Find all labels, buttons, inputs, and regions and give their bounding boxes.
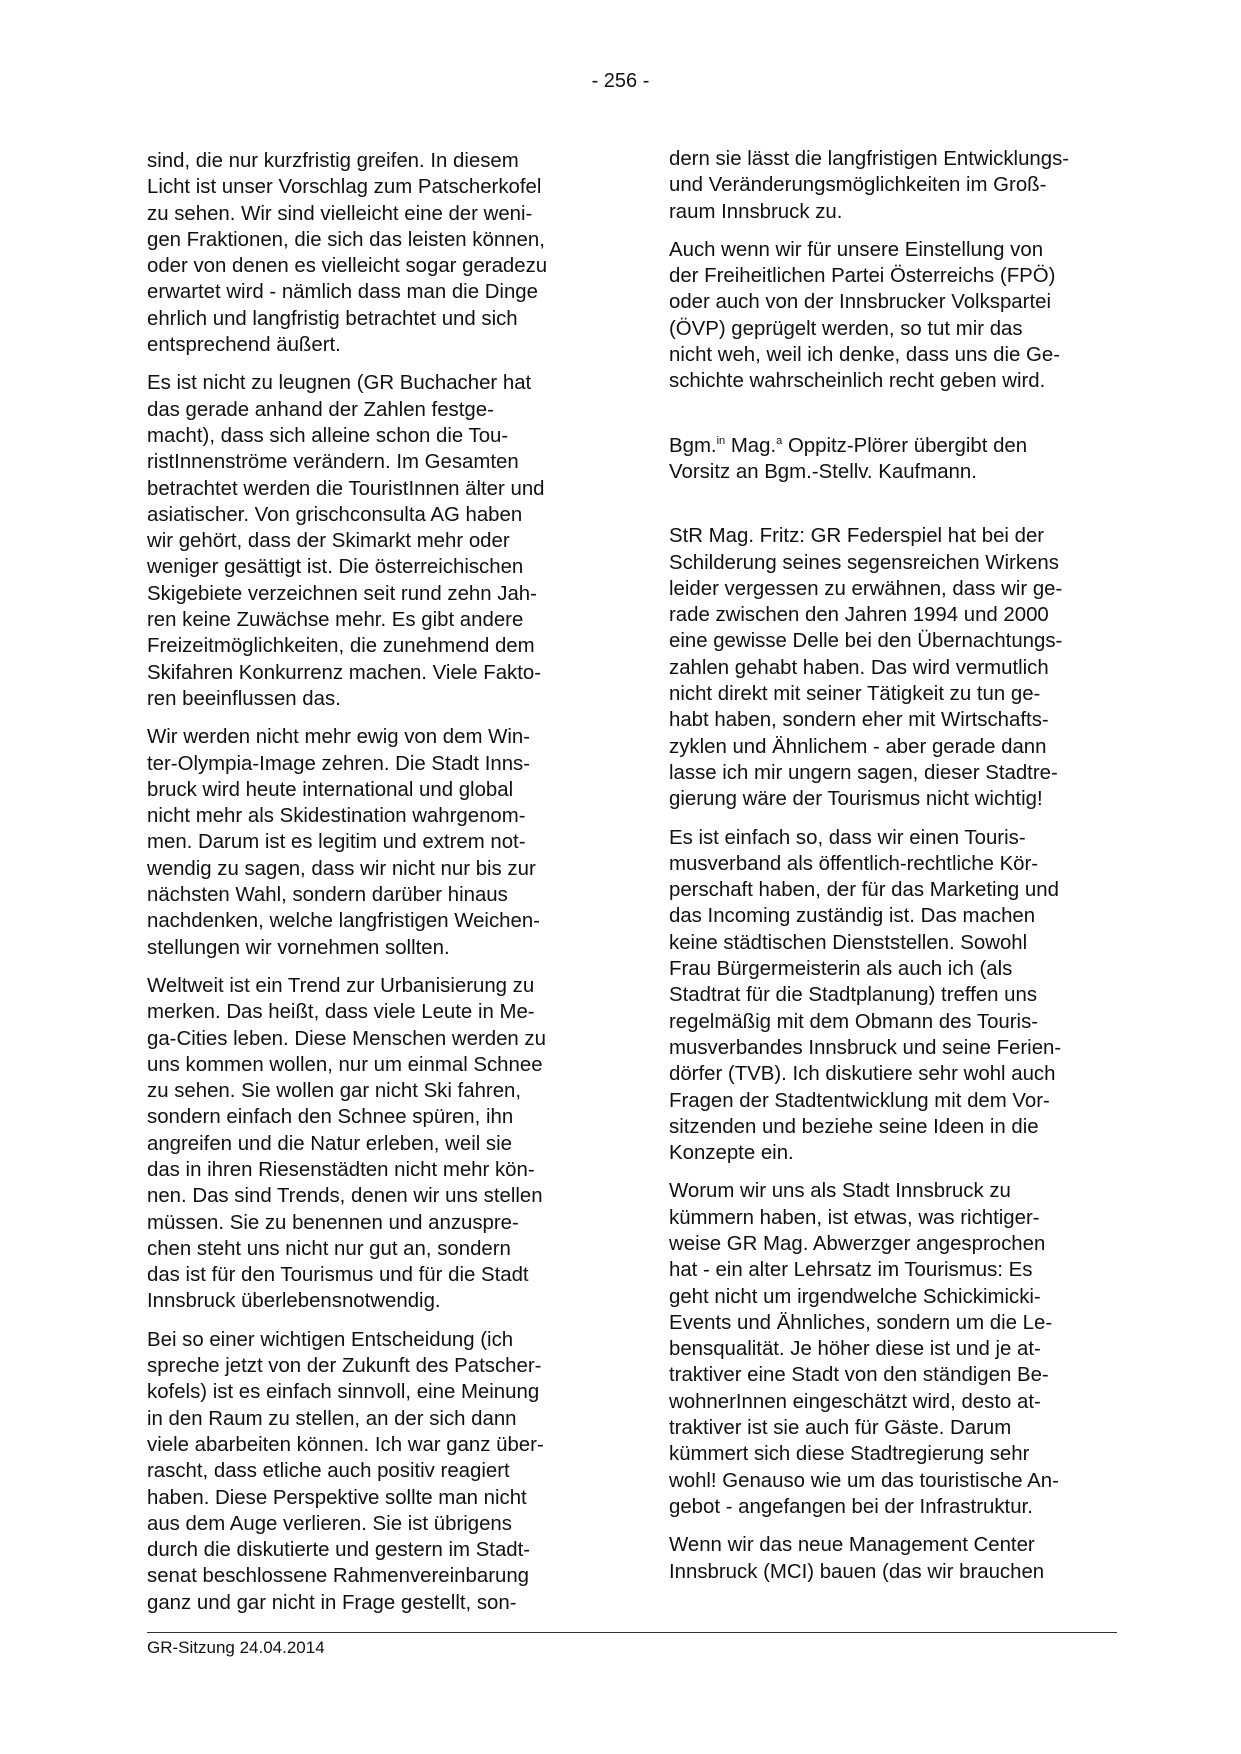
paragraph: Es ist einfach so, dass wir einen Touris- musverband als öffentlich-rechtliche Kör- perschaft haben, der für das Marketing und das Incoming zuständig ist. Das machen keine städtischen Dienststellen. Sowohl Frau Bürgermeisterin als auch ich (als Stadtrat für die Stadtplanung) treffen uns regelmäßig mit dem Obmann des Touris- musverbandes Innsbruck und seine Ferien- dörfer (TVB). Ich diskutiere sehr wohl auch Fragen der Stadtentwicklung mit dem Vor- sitzenden und beziehe seine Ideen in die Konzepte ein. <box>669 826 1062 1165</box>
footer-divider <box>147 1632 1117 1633</box>
paragraph: Auch wenn wir für unsere Einstellung von der Freiheitlichen Partei Österreichs (FPÖ) oder auch von der Innsbrucker Volkspartei (ÖVP) geprügelt werden, so tut mir das nicht weh, weil ich denke, dass uns die Ge- schichte wahrscheinlich recht geben wird. <box>669 238 1061 393</box>
superscript: a <box>776 434 783 447</box>
superscript: in <box>716 434 726 447</box>
paragraph: Wir werden nicht mehr ewig von dem Win- ter-Olympia-Image zehren. Die Stadt Inns- bruck wird heute international und global nicht mehr als Skidestination wahrgenom- men. Darum ist es legitim und extrem not- wendig zu sagen, dass wir nicht nur bis zur nächsten Wahl, sondern darüber hinaus nachdenken, welche langfristigen Weichen- stellungen wir vornehmen sollten. <box>147 726 540 959</box>
chair-change-part: Mag. <box>725 434 777 457</box>
paragraph: sind, die nur kurzfristig greifen. In diesem Licht ist unser Vorschlag zum Patscherkofel zu sehen. Wir sind vielleicht eine der weni- gen Fraktionen, die sich das leisten können, oder von denen es vielleicht sogar geradezu erwartet wird - nämlich dass man die Dinge ehrlich und langfristig betrachtet und sich entsprechend äußert. <box>147 150 548 357</box>
paragraph: StR Mag. Fritz: GR Federspiel hat bei der Schilderung seines segensreichen Wirkens leider vergessen zu erwähnen, dass wir ge- rade zwischen den Jahren 1994 und 2000 eine gewisse Delle bei den Übernachtungs- zahlen gehabt haben. Das wird vermutlich nicht direkt mit seiner Tätigkeit zu tun ge- habt haben, sondern eher mit Wirtschafts- zyklen und Ähnlichem - aber gerade dann lasse ich mir ungern sagen, dieser Stadtre- gierung wäre der Tourismus nicht wichtig! <box>669 525 1063 811</box>
chair-change-note <box>669 433 1129 486</box>
paragraph: Worum wir uns als Stadt Innsbruck zu kümmern haben, ist etwas, was richtiger- weise GR Mag. Abwerzger angesprochen hat - ein alter Lehrsatz im Tourismus: Es geht nicht um irgendwelche Schickimicki- Events und Ähnliches, sondern um die Le- bensqualität. Je höher diese ist und je at- traktiver eine Stadt von den ständigen Be- wohnerInnen eingeschätzt wird, desto at- traktiver ist sie auch für Gäste. Darum kümmert sich diese Stadtregierung sehr wohl! Genauso wie um das touristische An- gebot - angefangen bei der Infrastruktur. <box>669 1180 1059 1518</box>
page-number: - 256 - <box>591 70 650 92</box>
footer-session-date: GR-Sitzung 24.04.2014 <box>147 1638 325 1657</box>
paragraph: Bei so einer wichtigen Entscheidung (ich spreche jetzt von der Zukunft des Patscher- kofels) ist es einfach sinnvoll, eine Meinung in den Raum zu stellen, an der sich dann viele abarbeiten können. Ich war ganz über- rascht, dass etliche auch positiv reagiert haben. Diese Perspektive sollte man nicht aus dem Auge verlieren. Sie ist übrigens durch die diskutierte und gestern im Stadt- senat beschlossene Rahmenvereinbarung ganz und gar nicht in Frage gestellt, son- <box>147 1328 544 1614</box>
right-column <box>669 146 1129 1597</box>
chair-change-part: Bgm. <box>669 434 717 457</box>
paragraph: Es ist nicht zu leugnen (GR Buchacher hat das gerade anhand der Zahlen festge- macht), dass sich alleine schon die Tou- ristInnenströme verändern. Im Gesamten betrachtet werden die TouristInnen älter und asiatischer. Von grischconsulta AG haben wir gehört, dass der Skimarkt mehr oder weniger gesättigt ist. Die österreichischen Skigebiete verzeichnen seit rund zehn Jah- ren keine Zuwächse mehr. Es gibt andere Freizeitmöglichkeiten, die zunehmend dem Skifahren Konkurrenz machen. Viele Fakto- ren beeinflussen das. <box>147 372 545 710</box>
paragraph: Weltweit ist ein Trend zur Urbanisierung zu merken. Das heißt, dass viele Leute in Me- ga-Cities leben. Diese Menschen werden zu uns kommen wollen, nur um einmal Schnee zu sehen. Sie wollen gar nicht Ski fahren, sondern einfach den Schnee spüren, ihn angreifen und die Natur erleben, weil sie das in ihren Riesenstädten nicht mehr kön- nen. Das sind Trends, denen wir uns stellen müssen. Sie zu benennen und anzuspre- chen steht uns nicht nur gut an, sondern das ist für den Tourismus und für die Stadt Innsbruck überlebensnotwendig. <box>147 974 546 1313</box>
left-column <box>147 148 617 1628</box>
paragraph: Wenn wir das neue Management Center Innsbruck (MCI) bauen (das wir brauchen <box>669 1534 1045 1583</box>
paragraph: dern sie lässt die langfristigen Entwicklungs- und Veränderungsmöglichkeiten im Groß- raum Innsbruck zu. <box>669 148 1070 223</box>
chair-change-part: Oppitz-Plörer übergibt den Vorsitz an Bgm.-Stellv. Kaufmann. <box>669 434 1028 483</box>
